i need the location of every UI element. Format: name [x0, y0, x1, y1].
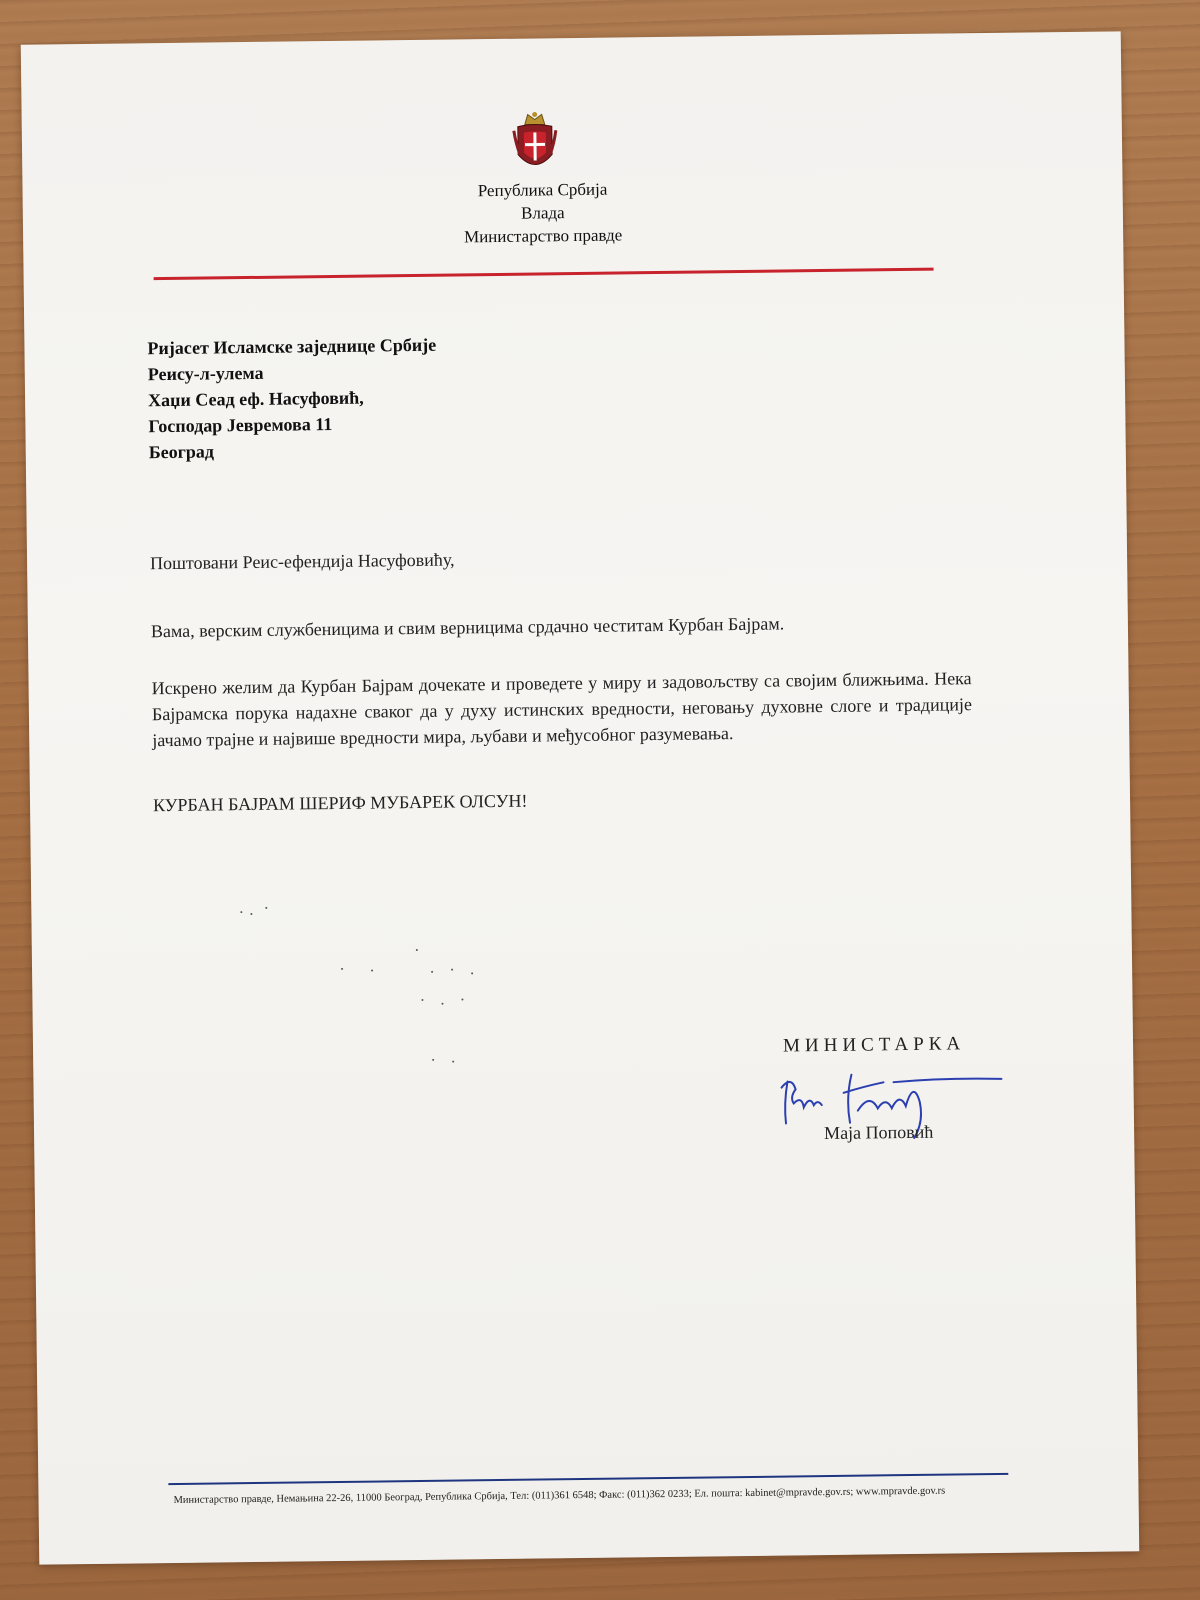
salutation: Поштовани Реис-ефендија Насуфовићу, [149, 549, 455, 574]
signature-title: МИНИСТАРКА [782, 1033, 966, 1057]
recipient-line-3: Хаџи Сеад еф. Насуфовић, [147, 387, 364, 411]
signer-name: Маја Поповић [823, 1121, 934, 1144]
recipient-line-2: Реису-л-улема [147, 362, 264, 385]
letter-page [21, 31, 1139, 1564]
serbian-coat-of-arms-icon [512, 110, 559, 177]
recipient-line-1: Ријасет Исламске заједнице Србије [147, 334, 437, 359]
footer-divider [168, 1473, 1008, 1485]
paragraph-wishes: Искрено желим да Курбан Бајрам дочекате и проведете у миру и задовољству са својим ближњима. Нека Бајрамска порука надахне сваког да у духу истинских вредности, неговању духовне слоге и традиције јачамо трајне и највише вредности мира, љубави и међусобног разумевања. [151, 668, 973, 751]
letterhead-ministry: Министарство правде [463, 225, 623, 247]
letterhead-country: Република Србија [477, 179, 608, 201]
recipient-line-5: Београд [148, 441, 215, 463]
letterhead [352, 176, 733, 250]
paper-specks [221, 898, 623, 1103]
letterhead-government: Влада [520, 203, 565, 223]
recipient-line-4: Господар Јевремова 11 [148, 413, 333, 437]
paragraph-closing: КУРБАН БАЈРАМ ШЕРИФ МУБАРЕК ОЛСУН! [152, 790, 528, 816]
recipient-address [147, 328, 749, 465]
letterhead-divider [154, 268, 934, 281]
footer-contact: Министарство правде, Немањина 22-26, 11000 Београд, Република Србија, Тел: (011)361 6548; Факс: (011)362 0233; Ел. пошта: kabinet@mpravde.gov.rs; www.mpravde.gov.rs [173, 1485, 946, 1507]
paragraph-greeting: Вама, верским службеницима и свим верницима срдачно честитам Курбан Бајрам. [150, 613, 785, 642]
